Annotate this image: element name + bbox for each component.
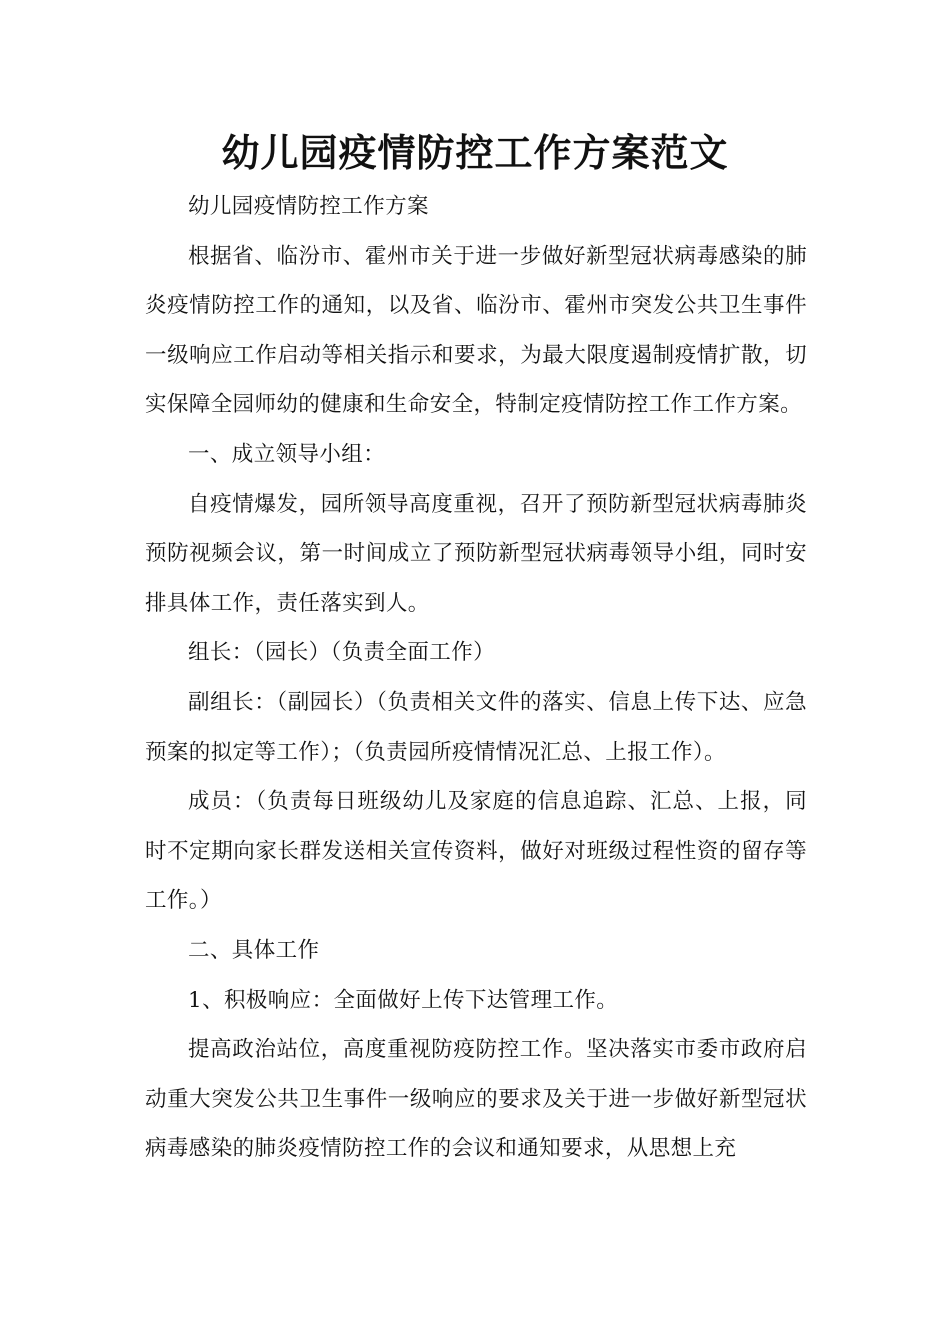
paragraph-plan-heading: 幼儿园疫情防控工作方案 (188, 194, 429, 219)
paragraph-intro: 根据省、临汾市、霍州市关于进一步做好新型冠状病毒感染的肺炎疫情防控工作的通知，以及省、临汾市、霍州市突发公共卫生事件一级响应工作启动等相关指示和要求，为最大限度遏制疫情扩散，切实保障全园师幼的健康和生命安全，特制定疫情防控工作工作方案。 (145, 243, 807, 418)
paragraph-deputy-leader: 副组长：（副园长）（负责相关文件的落实、信息上传下达、应急预案的拟定等工作）；（负责园所疫情情况汇总、上报工作）。 (145, 689, 807, 765)
document-body (145, 182, 807, 1174)
paragraph-group-leader: 组长：（园长）（负责全面工作） (188, 640, 496, 666)
paragraph-members: 成员：（负责每日班级幼儿及家庭的信息追踪、汇总、上报，同时不定期向家长群发送相关宣传资料，做好对班级过程性资的留存等工作。） (145, 789, 807, 914)
subheading-active-response: 1、积极响应：全面做好上传下达管理工作。 (188, 987, 619, 1013)
paragraph-political-position: 提高政治站位，高度重视防疫防控工作。坚决落实市委市政府启动重大突发公共卫生事件一级响应的要求及关于进一步做好新型冠状病毒感染的肺炎疫情防控工作的会议和通知要求，从思想上充 (145, 1037, 807, 1162)
paragraph-leadership: 自疫情爆发，园所领导高度重视，召开了预防新型冠状病毒肺炎预防视频会议，第一时间成立了预防新型冠状病毒领导小组，同时安排具体工作，责任落实到人。 (145, 491, 807, 616)
section-heading-specific-work: 二、具体工作 (188, 937, 320, 963)
document-title: 幼儿园疫情防控工作方案范文 (221, 131, 729, 175)
section-heading-leadership: 一、成立领导小组： (188, 441, 386, 467)
